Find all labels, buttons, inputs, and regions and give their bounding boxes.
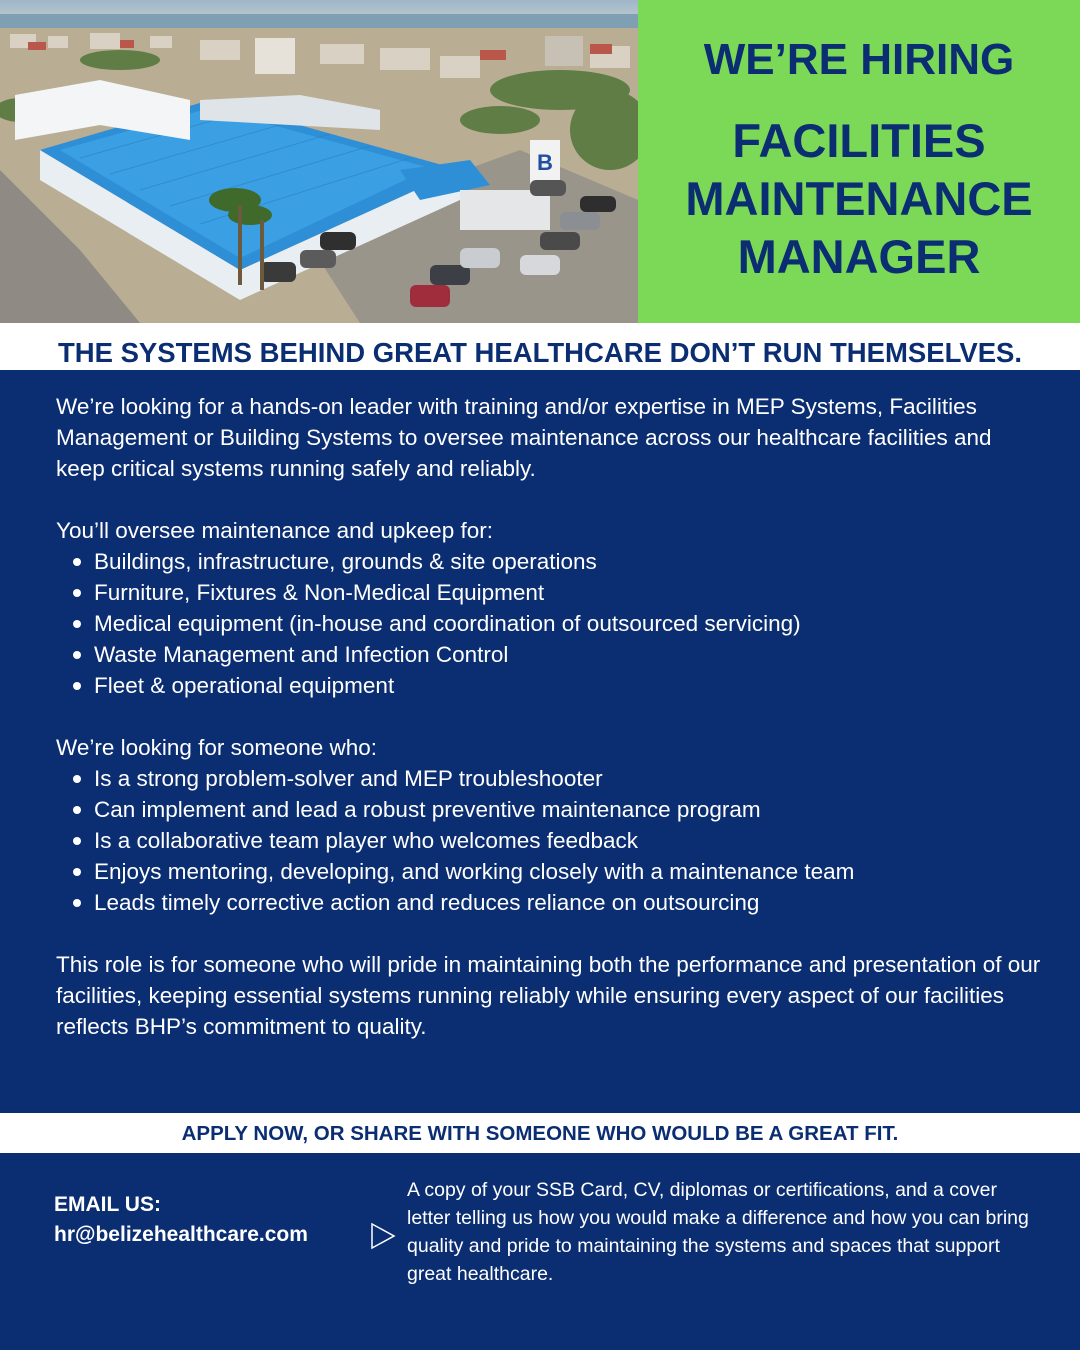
list-item: Leads timely corrective action and reduces reliance on outsourcing [56,887,1046,918]
role-title-line-3: MANAGER [737,230,981,283]
list-item: Furniture, Fixtures & Non-Medical Equipment [56,577,1046,608]
list-item: Can implement and lead a robust preventive maintenance program [56,794,1046,825]
list-item: Waste Management and Infection Control [56,639,1046,670]
svg-text:B: B [537,150,553,175]
list-item: Enjoys mentoring, developing, and working closely with a maintenance team [56,856,1046,887]
candidate-list [56,763,1046,918]
job-description [56,391,1046,1042]
list-item: Is a collaborative team player who welcomes feedback [56,825,1046,856]
role-title-line-1: FACILITIES [732,114,986,167]
closing-paragraph: This role is for someone who will pride in maintaining both the performance and presentation of our facilities, keeping essential systems running reliably while ensuring every aspect of our facilities reflects BHP’s commitment to quality. [56,952,1041,1039]
candidate-heading: We’re looking for someone who: [56,735,377,760]
list-item: Fleet & operational equipment [56,670,1046,701]
arrow-right-icon [368,1220,398,1252]
oversee-heading: You’ll oversee maintenance and upkeep for: [56,518,493,543]
role-title-line-2: MAINTENANCE [685,172,1033,225]
list-item: Is a strong problem-solver and MEP troubleshooter [56,763,1046,794]
list-item: Medical equipment (in-house and coordination of outsourced servicing) [56,608,1046,639]
hiring-title: WE’RE HIRING [703,35,1015,84]
list-item: Buildings, infrastructure, grounds & site operations [56,546,1046,577]
headline: THE SYSTEMS BEHIND GREAT HEALTHCARE DON’T RUN THEMSELVES. [57,337,1023,368]
apply-cta: APPLY NOW, OR SHARE WITH SOMEONE WHO WOULD BE A GREAT FIT. [181,1122,899,1145]
application-requirements: A copy of your SSB Card, CV, diplomas or certifications, and a cover letter telling us how you would make a difference and how you can bring quality and pride to maintaining the systems and spaces that support great healthcare. [407,1179,1029,1285]
hospital-aerial-photo [0,0,638,323]
oversee-list [56,546,1046,701]
email-label: EMAIL US: [54,1193,161,1216]
hiring-panel [638,0,1080,323]
intro-paragraph: We’re looking for a hands-on leader with training and/or expertise in MEP Systems, Facilities Management or Building Systems to oversee maintenance across our healthcare facilities and keep critical systems running safely and reliably. [56,394,992,481]
email-link[interactable]: hr@belizehealthcare.com [54,1223,308,1246]
